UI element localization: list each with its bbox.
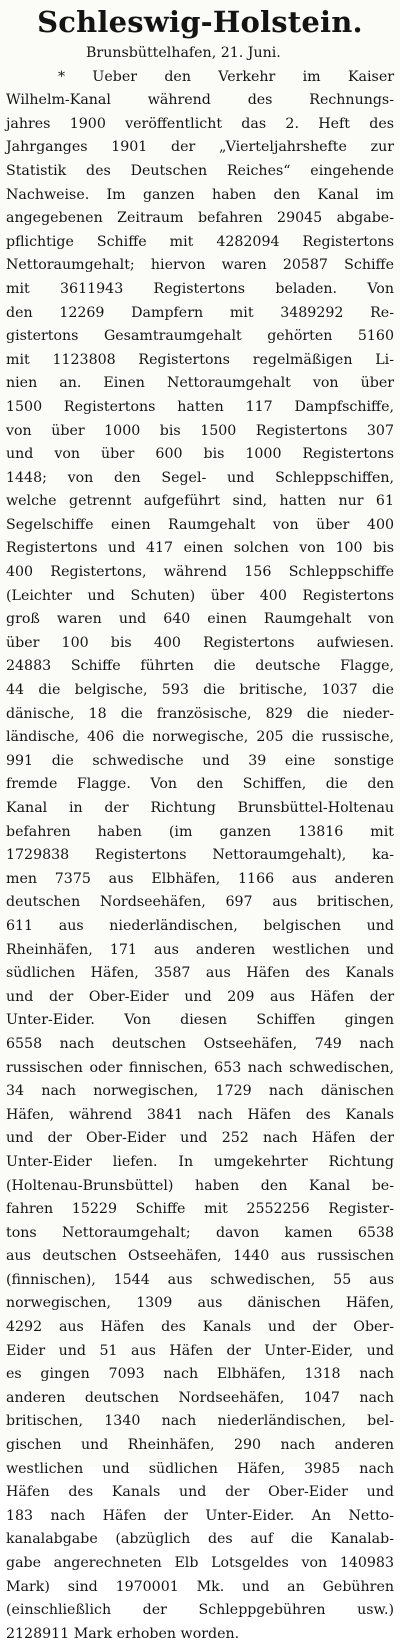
article-line: 1500 Registertons hatten 117 Dampfschiffe,: [6, 398, 394, 415]
article-line: Wilhelm-Kanal während des Rechnungs-: [6, 92, 394, 109]
article-line: und der Ober-Eider und 209 aus Häfen der: [6, 988, 394, 1005]
article-line: von über 1000 bis 1500 Registertons 307: [6, 422, 394, 439]
article-line: 24883 Schiffe führten die deutsche Flagge,: [6, 658, 394, 675]
article-line: 183 nach Häfen der Unter-Eider. An Netto-: [6, 1507, 394, 1524]
article-line: 1448; von den Segel- und Schleppschiffen,: [6, 469, 394, 486]
article-line: jahres 1900 veröffentlicht das 2. Heft des: [6, 115, 394, 132]
article-line: befahren haben (im ganzen 13816 mit: [6, 823, 394, 840]
article-line: 44 die belgische, 593 die britische, 1037 die: [6, 682, 394, 699]
article-line: Statistik des Deutschen Reiches“ eingehende: [6, 162, 394, 179]
article-line: Häfen des Kanals und der Ober-Eider und: [6, 1484, 394, 1501]
article-line: mit 1123808 Registertons regelmäßigen Li-: [6, 351, 394, 368]
article-line: Jahrganges 1901 der „Vierteljahrshefte zur: [6, 139, 394, 156]
article-line: groß waren und 640 einen Raumgehalt von: [6, 611, 394, 628]
article-line: tons Nettoraumgehalt; davon kamen 6538: [6, 1224, 394, 1241]
article-line: fahren 15229 Schiffe mit 2552256 Register-: [6, 1201, 394, 1218]
article-line: aus deutschen Ostseehäfen, 1440 aus russischen: [6, 1248, 394, 1265]
article-line: (einschließlich der Schleppgebühren usw.): [6, 1602, 394, 1619]
article-line: Unter-Eider. Von diesen Schiffen gingen: [6, 1012, 394, 1029]
article-line: 6558 nach deutschen Ostseehäfen, 749 nach: [6, 1035, 394, 1052]
article-line: dänische, 18 die französische, 829 die nieder-: [6, 705, 394, 722]
article-line: men 7375 aus Elbhäfen, 1166 aus anderen: [6, 870, 394, 887]
article-line: Rheinhäfen, 171 aus anderen westlichen und: [6, 941, 394, 958]
article-line: (finnischen), 1544 aus schwedischen, 55 aus: [6, 1271, 394, 1288]
article-line: 611 aus niederländischen, belgischen und: [6, 917, 394, 934]
article-line: mit 3611943 Registertons beladen. Von: [6, 280, 394, 297]
article-line: Nettoraumgehalt; hiervon waren 20587 Schiffe: [6, 257, 394, 274]
article-line: und von über 600 bis 1000 Registertons: [6, 446, 394, 463]
article-line: 991 die schwedische und 39 eine sonstige: [6, 752, 394, 769]
article-line: britischen, 1340 nach niederländischen, bel-: [6, 1413, 394, 1430]
article-line: 34 nach norwegischen, 1729 nach dänischen: [6, 1083, 394, 1100]
article-line: * Ueber den Verkehr im Kaiser: [58, 68, 394, 85]
article-line: deutschen Nordseehäfen, 697 aus britischen,: [6, 894, 394, 911]
article-line: 2128911 Mark erhoben worden.: [6, 1625, 240, 1642]
article-line: gabe angerechneten Elb Lotsgeldes von 140983: [6, 1555, 394, 1571]
article-line: nien an. Einen Nettoraumgehalt von über: [6, 375, 394, 392]
article-line: Nachweise. Im ganzen haben den Kanal im: [6, 186, 394, 203]
article-line: angegebenen Zeitraum befahren 29045 abgabe-: [6, 210, 394, 227]
article-line: anderen deutschen Nordseehäfen, 1047 nach: [6, 1389, 394, 1406]
article-line: gistertons Gesamtraumgehalt gehörten 5160: [6, 328, 394, 345]
article-line: (Leichter und Schuten) über 400 Registertons: [6, 587, 394, 604]
article-line: 1729838 Registertons Nettoraumgehalt), ka-: [6, 847, 394, 864]
article-line: 4292 aus Häfen des Kanals und der Ober-: [6, 1319, 394, 1336]
article-line: gischen und Rheinhäfen, 290 nach anderen: [6, 1437, 394, 1454]
article-line: (Holtenau-Brunsbüttel) haben den Kanal be-: [6, 1177, 394, 1194]
article-line: es gingen 7093 nach Elbhäfen, 1318 nach: [6, 1366, 394, 1383]
article-line: Häfen, während 3841 nach Häfen des Kanals: [6, 1106, 394, 1123]
article-line: russischen oder finnischen, 653 nach schwedischen,: [6, 1059, 394, 1076]
article-line: westlichen und südlichen Häfen, 3985 nach: [6, 1460, 394, 1477]
article-line: und der Ober-Eider und 252 nach Häfen der: [6, 1130, 394, 1147]
article-line: Mark) sind 1970001 Mk. und an Gebühren: [6, 1578, 394, 1595]
article-line: über 100 bis 400 Registertons aufwiesen.: [6, 634, 394, 651]
article-line: Kanal in der Richtung Brunsbüttel-Holtenau: [6, 800, 394, 816]
article-line: Unter-Eider liefen. In umgekehrter Richtung: [6, 1153, 394, 1170]
article-line: norwegischen, 1309 aus dänischen Häfen,: [6, 1295, 394, 1312]
article-line: kanalabgabe (abzüglich des auf die Kanalab-: [6, 1531, 394, 1548]
article-line: 400 Registertons, während 156 Schleppschiffe: [6, 564, 394, 581]
article-line: Eider und 51 aus Häfen der Unter-Eider, und: [6, 1342, 394, 1359]
article-line: fremde Flagge. Von den Schiffen, die den: [6, 776, 394, 793]
section-heading: Schleswig-Holstein.: [37, 5, 363, 39]
article-body: [6, 42, 394, 1646]
article-line: pflichtige Schiffe mit 4282094 Registertons: [6, 233, 394, 250]
article-line: Registertons und 417 einen solchen von 100 bis: [6, 540, 394, 557]
article-dateline: Brunsbüttelhafen, 21. Juni.: [86, 45, 281, 61]
article-line: den 12269 Dampfern mit 3489292 Re-: [6, 304, 394, 321]
article-line: Segelschiffe einen Raumgehalt von über 400: [6, 516, 394, 533]
article-line: ländische, 406 die norwegische, 205 die russische,: [6, 729, 394, 746]
article-line: südlichen Häfen, 3587 aus Häfen des Kanals: [6, 965, 394, 982]
article-line: welche getrennt aufgeführt sind, hatten nur 61: [6, 493, 394, 510]
